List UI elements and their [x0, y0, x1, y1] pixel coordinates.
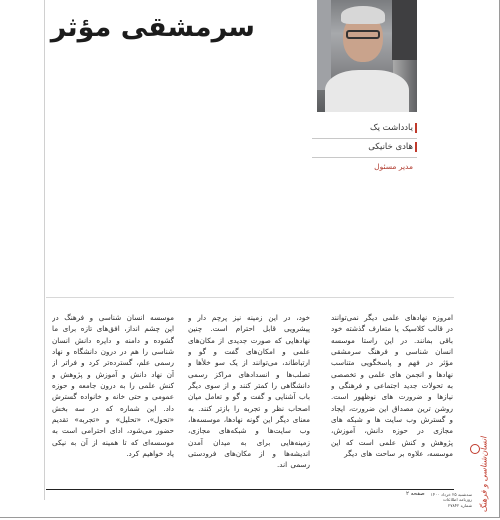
section-label-row [312, 120, 417, 139]
footer-info [406, 492, 472, 508]
footer-info-line: شماره ۲۷۸۴۲ [447, 502, 472, 508]
logo-text: انسان‌شناسی و فرهنگ [479, 436, 489, 513]
margin-line [30, 0, 45, 500]
page-footer [46, 489, 454, 502]
footer-info-line: روزنامه اطلاعات [442, 497, 472, 503]
divider [46, 297, 454, 298]
article-column-1: امروزه نهادهای علمی دیگر نمی‌توانند در قالب کلاسیک یا متعارف گذشته خود باقی بمانند. در این راستا موسسه انسان شناسی و فرهنگ سرمشقی مؤثر در فهم و پاسخگویی متناسب نهادها و انجمن های علمی و تخصصی به تحولات جدید اجتماعی و فرهنگی و نیازها و ضرورت های نوظهور است. روشن ترین مصداق این ضرورت، ایجاد و گسترش وب سایت ها و شبکه های مجازی در حوزه دانش، آموزش، پژوهش و کنش علمی است که این موسسه، علاوه بر ساحت های دیگر [331, 313, 453, 459]
article-title: سرمشقی مؤثر [50, 12, 255, 43]
footer-info-line: سه‌شنبه ۲۵ خرداد ۱۴۰۰ [430, 492, 472, 497]
article-column-3: موسسه انسان شناسی و فرهنگ در این چشم انداز، افق‌های تازه برای ما گشوده و دامنه و دایره دانش انسان شناسی را هم در درون دانشگاه و نهاد رسمی علم، گسترده‌تر کرد و فراتر از آن نهاد دانش و آموزش و پژوهش و کنش علمی را به درون جامعه و حوزه عمومی و حتی خانه و خانواده گسترش داد. این شماره که در سه بخش «تحول»، «تحلیل» و «تجربه» تقدیم حضور می‌شود، ادای احترامی است به موسسه‌ای که تا همینه از آن به نیکی یاد خواهیم کرد. [52, 313, 174, 459]
page-number: صفحه ۲ [406, 491, 425, 497]
section-label: یادداشت یک [369, 123, 413, 133]
author-role: مدیر مسئول [374, 162, 413, 171]
author-photo [317, 0, 417, 112]
byline [312, 120, 417, 171]
author-row [312, 139, 417, 158]
author-name: هادی خانیکی [368, 142, 413, 152]
article-column-2: خود، در این زمینه نیز پرچم دار و پیشرویی قابل احترام است. چنین نهادهایی که صورت جدیدی از مکان‌های علمی و امکان‌های گفت و گو و ارتباطاند، می‌توانند از یک سو خلأها و تصلب‌ها و انسدادهای مراکز رسمی دانشگاهی را کمتر کنند و از سوی دیگر باب آشنایی و گفت و گو و تعامل میان اصحاب نظر و تجربه را بازتر کنند. به معنای دیگر این گونه نهادها، موسسه‌ها، وب سایت‌ها و شبکه‌های مجازی، زمینه‌هایی برای به میدان آمدن اندیشه‌ها و از مکان‌های فرودستی رسمی اند. [188, 313, 310, 470]
